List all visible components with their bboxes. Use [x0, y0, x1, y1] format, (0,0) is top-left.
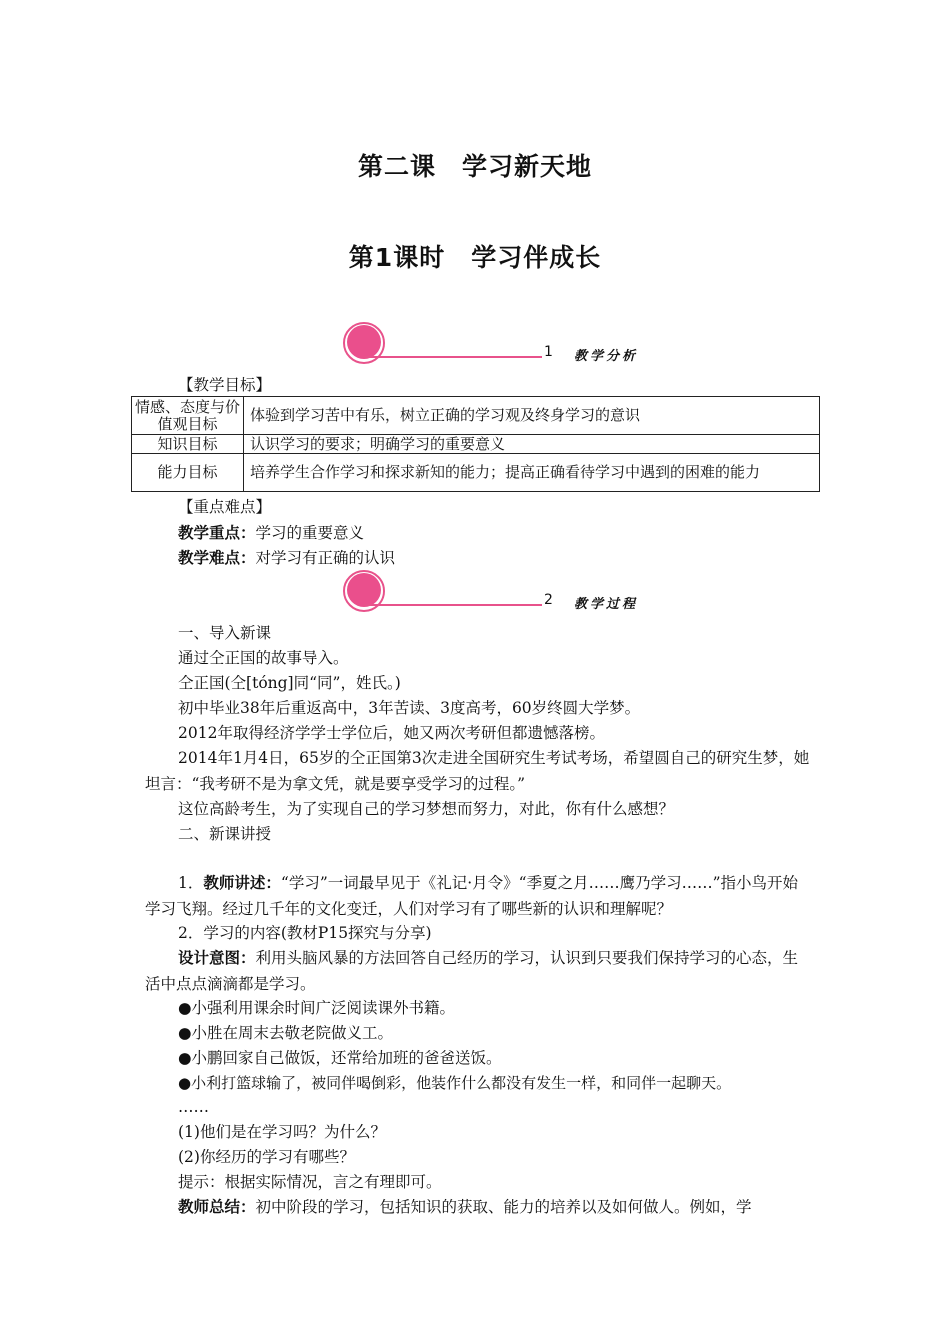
goal-desc: 认识学习的要求；明确学习的重要意义: [244, 435, 820, 454]
list-item: ●小强利用课余时间广泛阅读课外书籍。: [178, 999, 456, 1017]
section-line: [364, 356, 542, 358]
section-dot-icon: [347, 325, 381, 359]
goal-name: 情感、态度与价值观目标: [132, 397, 244, 435]
story-line-2: 2012年取得经济学学士学位后，她又两次考研但都遗憾落榜。: [178, 724, 605, 742]
section-dot-icon: [347, 573, 381, 607]
design-paragraph: [145, 945, 810, 997]
section-number: 2: [544, 592, 553, 608]
intro-question: 这位高龄考生，为了实现自己的学习梦想而努力，对此，你有什么感想？: [178, 800, 675, 818]
section-line: [364, 604, 542, 606]
item1-text: “学习”一词最早见于《礼记·月令》“季夏之月……鹰乃学习……”指小鸟开始学习飞翔。经过几千年的文化变迁，人们对学习有了哪些新的认识和理解呢？: [145, 874, 799, 918]
section-label: 教学过程: [574, 597, 639, 612]
list-item: ●小鹏回家自己做饭，还常给加班的爸爸送饭。: [178, 1049, 502, 1067]
story-line-3: 2014年1月4日，65岁的仝正国第3次走进全国研究生考试考场，希望圆自己的研究生梦，她坦言：“我考研不是为拿文凭，就是要享受学习的过程。”: [145, 749, 810, 793]
list-item: ●小胜在周末去敬老院做义工。: [178, 1024, 394, 1042]
summary-text: 初中阶段的学习，包括知识的获取、能力的培养以及如何做人。例如，学: [255, 1198, 752, 1216]
summary-paragraph: [178, 1194, 752, 1220]
goal-desc: 体验到学习苦中有乐，树立正确的学习观及终身学习的意识: [244, 397, 820, 435]
section-number: 1: [544, 344, 553, 360]
item1-paragraph: [145, 870, 810, 922]
teaching-focus: [178, 520, 364, 546]
part2-heading: 二、新课讲授: [178, 825, 272, 843]
question-1: (1)他们是在学习吗？为什么？: [178, 1123, 386, 1141]
goals-table: [131, 396, 820, 492]
question-2: (2)你经历的学习有哪些？: [178, 1148, 355, 1166]
focus-text: 学习的重要意义: [255, 524, 365, 542]
design-text: 利用头脑风暴的方法回答自己经历的学习，认识到只要我们保持学习的心态，生活中点点滴滴都是学习。: [145, 949, 799, 993]
section-label: 教学分析: [574, 349, 639, 364]
design-label: 设计意图：: [178, 948, 256, 967]
table-row: [132, 397, 820, 435]
teaching-difficulty: [178, 545, 395, 571]
goal-name: 知识目标: [132, 435, 244, 454]
difficulty-text: 对学习有正确的认识: [255, 549, 396, 567]
ellipsis: ……: [178, 1098, 209, 1116]
list-item: ●小利打篮球输了，被同伴喝倒彩，他装作什么都没有发生一样，和同伴一起聊天。: [178, 1074, 732, 1092]
summary-label: 教师总结：: [178, 1197, 256, 1216]
story-line-1: 初中毕业38年后重返高中，3年苦读、3度高考，60岁终圆大学梦。: [178, 699, 641, 717]
goal-desc: 培养学生合作学习和探求新知的能力；提高正确看待学习中遇到的困难的能力: [244, 454, 820, 492]
goals-heading: 【教学目标】: [178, 376, 272, 394]
keypoints-heading: 【重点难点】: [178, 498, 272, 516]
difficulty-label: 教学难点：: [178, 548, 256, 567]
hint-text: 提示：根据实际情况，言之有理即可。: [178, 1173, 442, 1191]
intro-text: 通过仝正国的故事导入。: [178, 649, 349, 667]
lesson-title: 第二课 学习新天地: [357, 152, 592, 181]
section-header-process: [340, 570, 680, 620]
table-row: [132, 454, 820, 492]
table-row: [132, 435, 820, 454]
period-title: 第1课时 学习伴成长: [348, 243, 602, 272]
item1-number: 1．: [178, 874, 204, 892]
item2-heading: 2．学习的内容(教材P15探究与分享): [178, 924, 432, 942]
section-header-analysis: [340, 322, 680, 372]
item1-label: 教师讲述：: [203, 873, 281, 892]
focus-label: 教学重点：: [178, 523, 256, 542]
part1-heading: 一、导入新课: [178, 624, 272, 642]
goal-name: 能力目标: [132, 454, 244, 492]
note-text: 仝正国(仝[tóng]同“同”，姓氏。): [178, 674, 401, 692]
